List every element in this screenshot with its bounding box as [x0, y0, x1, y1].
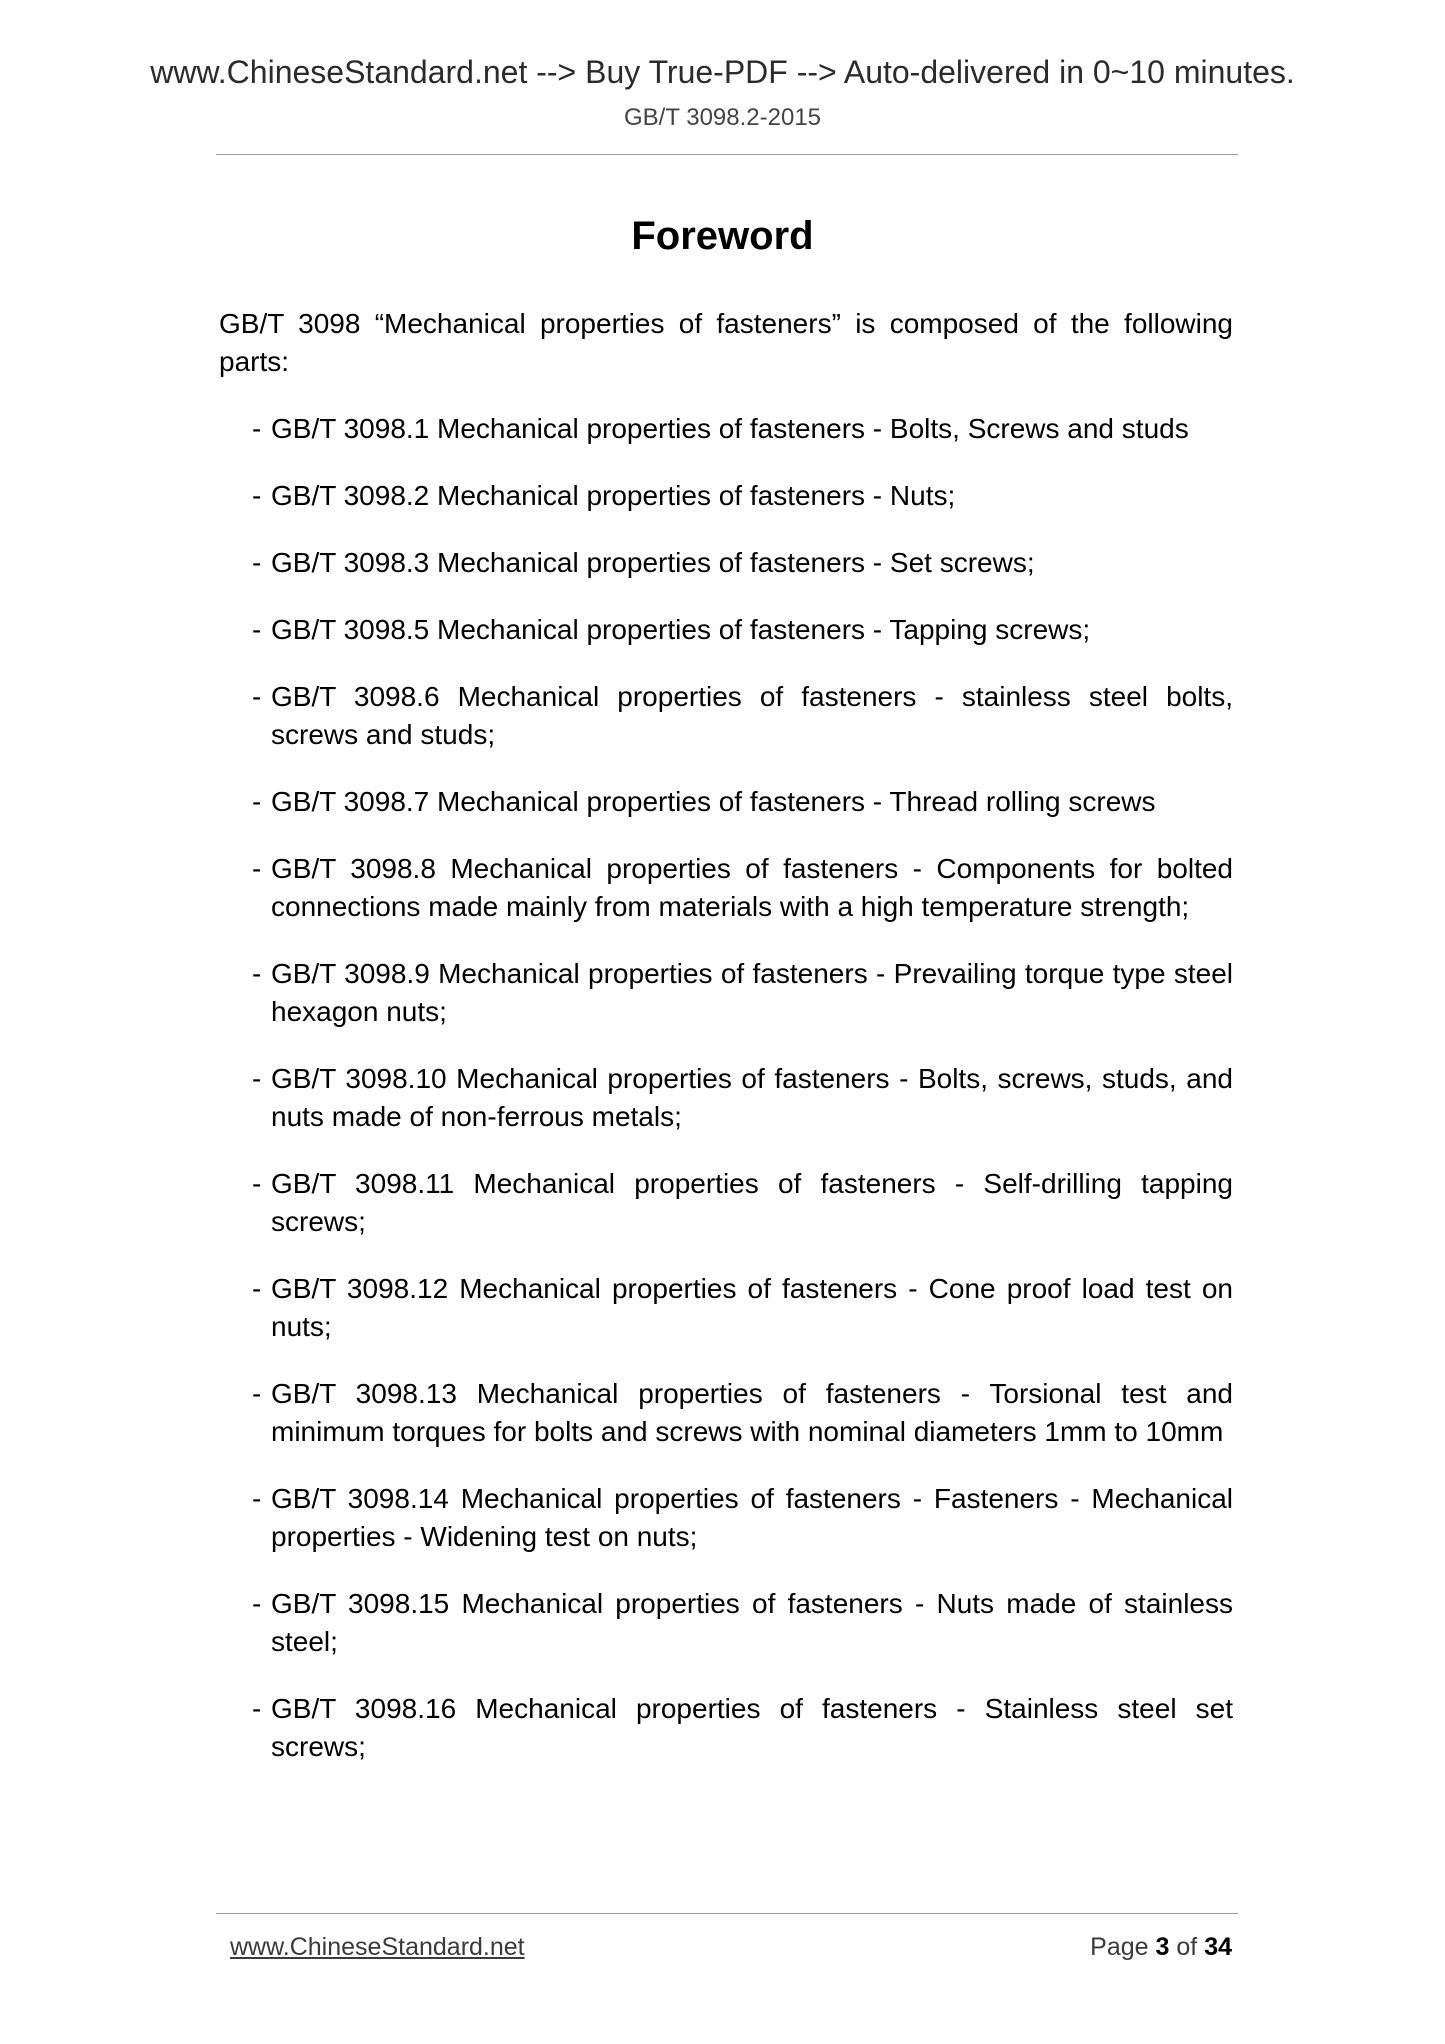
part-text: GB/T 3098.2 Mechanical properties of fasteners - Nuts;: [271, 480, 956, 511]
parts-list-item: - GB/T 3098.3 Mechanical properties of fasteners - Set screws;: [252, 547, 1035, 578]
part-text: GB/T 3098.5 Mechanical properties of fasteners - Tapping screws;: [271, 614, 1091, 645]
document-id: GB/T 3098.2-2015: [623, 104, 822, 131]
part-text: GB/T 3098.11 Mechanical properties of fasteners - Self-drilling tapping screws;: [271, 1168, 1233, 1237]
parts-list-item: - GB/T 3098.15 Mechanical properties of fasteners - Nuts made of stainless steel;: [252, 1588, 1233, 1657]
page-number: [1090, 1935, 1232, 1960]
footer-divider: [216, 1913, 1238, 1914]
part-text: GB/T 3098.7 Mechanical properties of fasteners - Thread rolling screws: [271, 786, 1156, 817]
parts-list-item: - GB/T 3098.5 Mechanical properties of fasteners - Tapping screws;: [252, 614, 1091, 645]
footer-website-link[interactable]: www.ChineseStandard.net: [230, 1933, 525, 1961]
part-text: GB/T 3098.6 Mechanical properties of fasteners - stainless steel bolts, screws and studs;: [271, 681, 1233, 750]
parts-list-item: - GB/T 3098.16 Mechanical properties of fasteners - Stainless steel set screws;: [252, 1693, 1233, 1762]
page-title: Foreword: [631, 214, 814, 258]
page-of: of: [1176, 1933, 1198, 1961]
part-text: GB/T 3098.8 Mechanical properties of fasteners - Components for bolted connections made mainly from materials with a high temperature strength;: [271, 853, 1233, 922]
parts-list-item: - GB/T 3098.10 Mechanical properties of fasteners - Bolts, screws, studs, and nuts made of non-ferrous metals;: [252, 1063, 1233, 1132]
part-text: GB/T 3098.13 Mechanical properties of fasteners - Torsional test and minimum torques for bolts and screws with nominal diameters 1mm to 10mm: [271, 1378, 1233, 1447]
parts-list-item: - GB/T 3098.1 Mechanical properties of fasteners - Bolts, Screws and studs: [252, 413, 1189, 444]
parts-list-item: - GB/T 3098.13 Mechanical properties of fasteners - Torsional test and minimum torques for bolts and screws with nominal diameters 1mm to 10mm: [252, 1378, 1233, 1447]
parts-list-item: - GB/T 3098.12 Mechanical properties of fasteners - Cone proof load test on nuts;: [252, 1273, 1233, 1342]
header-divider: [216, 154, 1238, 155]
parts-list-item: - GB/T 3098.7 Mechanical properties of fasteners - Thread rolling screws: [252, 786, 1156, 817]
part-text: GB/T 3098.1 Mechanical properties of fasteners - Bolts, Screws and studs: [271, 413, 1189, 444]
part-text: GB/T 3098.10 Mechanical properties of fasteners - Bolts, screws, studs, and nuts made of non-ferrous metals;: [271, 1063, 1233, 1132]
parts-list-item: - GB/T 3098.9 Mechanical properties of fasteners - Prevailing torque type steel hexagon nuts;: [252, 958, 1233, 1027]
parts-list-item: - GB/T 3098.2 Mechanical properties of fasteners - Nuts;: [252, 480, 956, 511]
part-text: GB/T 3098.3 Mechanical properties of fasteners - Set screws;: [271, 547, 1035, 578]
part-text: GB/T 3098.15 Mechanical properties of fasteners - Nuts made of stainless steel;: [271, 1588, 1233, 1657]
parts-list-item: - GB/T 3098.14 Mechanical properties of fasteners - Fasteners - Mechanical properties - Widening test on nuts;: [252, 1483, 1233, 1552]
parts-list-item: - GB/T 3098.8 Mechanical properties of fasteners - Components for bolted connections made mainly from materials with a high temperature strength;: [252, 853, 1233, 922]
header-banner: www.ChineseStandard.net --> Buy True-PDF --> Auto-delivered in 0~10 minutes.: [150, 54, 1295, 90]
page-total: 34: [1204, 1933, 1232, 1961]
part-text: GB/T 3098.14 Mechanical properties of fasteners - Fasteners - Mechanical properties - Widening test on nuts;: [271, 1483, 1233, 1552]
page-word: Page: [1090, 1933, 1149, 1961]
parts-list: [252, 410, 1233, 1795]
part-text: GB/T 3098.16 Mechanical properties of fasteners - Stainless steel set screws;: [271, 1693, 1233, 1762]
part-text: GB/T 3098.9 Mechanical properties of fasteners - Prevailing torque type steel hexagon nuts;: [271, 958, 1233, 1027]
parts-list-item: - GB/T 3098.6 Mechanical properties of fasteners - stainless steel bolts, screws and studs;: [252, 681, 1233, 750]
part-text: GB/T 3098.12 Mechanical properties of fasteners - Cone proof load test on nuts;: [271, 1273, 1233, 1342]
page-current: 3: [1155, 1933, 1170, 1961]
intro-paragraph: GB/T 3098 “Mechanical properties of fasteners” is composed of the following parts:: [219, 308, 1233, 377]
parts-list-item: - GB/T 3098.11 Mechanical properties of fasteners - Self-drilling tapping screws;: [252, 1168, 1233, 1237]
